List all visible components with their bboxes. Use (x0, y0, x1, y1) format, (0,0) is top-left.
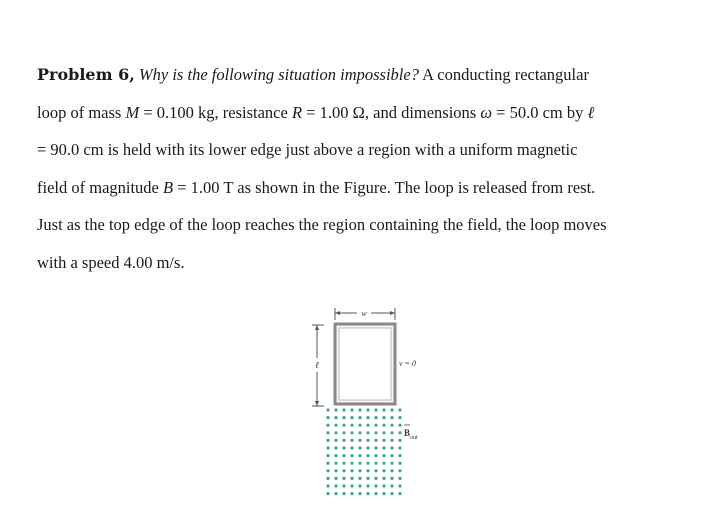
problem-line2b: = 0.100 kg, resistance (139, 102, 292, 122)
width-dimension (335, 308, 395, 320)
field-dot (366, 416, 369, 419)
field-dot (326, 462, 329, 465)
field-label-main: B (404, 428, 411, 438)
field-dot (398, 469, 401, 472)
field-dot (366, 431, 369, 434)
problem-line2a: loop of mass (37, 102, 126, 122)
field-dot (326, 439, 329, 442)
field-dot (334, 492, 337, 495)
field-label (404, 428, 418, 441)
field-dot (374, 462, 377, 465)
field-dot (390, 484, 393, 487)
field-dot (334, 439, 337, 442)
problem-line6: with a speed 4.00 m/s. (37, 252, 185, 272)
field-dot (334, 416, 337, 419)
field-dot (358, 469, 361, 472)
field-dot (326, 454, 329, 457)
field-dot (342, 424, 345, 427)
field-dot (342, 439, 345, 442)
field-dot (334, 431, 337, 434)
field-dot (326, 408, 329, 411)
field-dot (390, 424, 393, 427)
field-variable: B (163, 177, 174, 197)
field-dot (350, 454, 353, 457)
field-dot (366, 446, 369, 449)
field-dot (358, 454, 361, 457)
field-dot (398, 462, 401, 465)
field-dot (382, 492, 385, 495)
field-dot (334, 484, 337, 487)
field-dot (382, 462, 385, 465)
field-dot (390, 477, 393, 480)
magnetic-field-region (326, 408, 401, 495)
field-dot (350, 446, 353, 449)
problem-line2c: = 1.00 Ω, and dimensions (302, 102, 481, 122)
field-dot (358, 477, 361, 480)
field-dot (374, 469, 377, 472)
field-dot (374, 416, 377, 419)
field-dot (398, 439, 401, 442)
field-dot (382, 477, 385, 480)
field-dot (326, 431, 329, 434)
width-label: w (361, 309, 367, 318)
field-dot (374, 492, 377, 495)
field-dot (334, 454, 337, 457)
resistance-variable: R (291, 102, 303, 122)
field-dot (398, 446, 401, 449)
field-dot (334, 446, 337, 449)
field-dot (366, 462, 369, 465)
field-dot (342, 431, 345, 434)
field-dot (358, 446, 361, 449)
field-dot (382, 484, 385, 487)
field-dot (358, 492, 361, 495)
problem-line1-end: A conducting rectangular (422, 65, 589, 84)
field-dot (326, 484, 329, 487)
field-dot (398, 484, 401, 487)
field-label-sub: out (410, 435, 418, 441)
field-dot (358, 439, 361, 442)
field-dot (334, 462, 337, 465)
field-dot (350, 477, 353, 480)
field-dot (382, 416, 385, 419)
problem-line4a: field of magnitude (37, 177, 164, 197)
problem-line2d: = 50.0 cm by (492, 102, 588, 122)
field-dot (342, 492, 345, 495)
conducting-loop (335, 324, 395, 404)
field-dot (382, 439, 385, 442)
field-dot (366, 477, 369, 480)
field-dot (342, 477, 345, 480)
field-dot (382, 454, 385, 457)
field-dot (382, 446, 385, 449)
field-dot (342, 484, 345, 487)
field-dot (374, 454, 377, 457)
field-dot (342, 469, 345, 472)
length-variable: ℓ (587, 102, 595, 122)
field-dot (326, 477, 329, 480)
length-label: ℓ (315, 360, 319, 370)
field-dot (374, 424, 377, 427)
field-dot (326, 492, 329, 495)
field-dot (342, 408, 345, 411)
field-dot (350, 424, 353, 427)
field-dot (358, 484, 361, 487)
field-dot (366, 469, 369, 472)
field-dot (326, 469, 329, 472)
field-dot (358, 424, 361, 427)
field-dot (398, 492, 401, 495)
length-dimension (312, 325, 324, 406)
field-dot (390, 446, 393, 449)
field-dot (358, 408, 361, 411)
field-dot (350, 439, 353, 442)
field-dot (374, 446, 377, 449)
field-dot (374, 477, 377, 480)
field-dot (334, 424, 337, 427)
field-dot (382, 424, 385, 427)
field-dot (374, 484, 377, 487)
problem-line4b: = 1.00 T as shown in the Figure. The loop is released from rest. (173, 177, 596, 197)
field-dot (390, 408, 393, 411)
field-dot (350, 416, 353, 419)
field-dot (374, 439, 377, 442)
field-dot (382, 431, 385, 434)
field-dot (398, 416, 401, 419)
loop-figure (300, 300, 440, 500)
field-dot (366, 408, 369, 411)
field-dot (366, 484, 369, 487)
width-variable: ω (480, 102, 493, 122)
field-dot (366, 424, 369, 427)
field-dot (366, 454, 369, 457)
field-dot (374, 431, 377, 434)
field-dot (358, 431, 361, 434)
problem-lead-question: Why is the following situation impossible? (138, 65, 419, 84)
field-dot (398, 477, 401, 480)
field-dot (350, 484, 353, 487)
field-dot (382, 408, 385, 411)
problem-line3: = 90.0 cm is held with its lower edge just above a region with a uniform magnetic (37, 140, 578, 159)
field-dot (358, 416, 361, 419)
field-dot (390, 431, 393, 434)
field-dot (398, 424, 401, 427)
field-dot (350, 462, 353, 465)
field-dot (342, 416, 345, 419)
field-dot (390, 492, 393, 495)
problem-text (37, 56, 709, 281)
velocity-label: v = 0 (399, 359, 416, 368)
problem-line5: Just as the top edge of the loop reaches the region containing the field, the loop moves (37, 215, 607, 234)
field-dot (390, 454, 393, 457)
field-dot (350, 492, 353, 495)
field-dot (398, 454, 401, 457)
field-dot (326, 424, 329, 427)
field-dot (334, 408, 337, 411)
field-dot (334, 477, 337, 480)
mass-variable: M (125, 102, 140, 122)
field-dot (366, 439, 369, 442)
field-dot (390, 439, 393, 442)
problem-label: Problem 6, (37, 65, 135, 84)
field-dot (398, 431, 401, 434)
field-dot (398, 408, 401, 411)
field-dot (342, 462, 345, 465)
field-dot (326, 446, 329, 449)
field-dot (390, 462, 393, 465)
field-dot (350, 431, 353, 434)
field-dot (350, 408, 353, 411)
field-dot (350, 469, 353, 472)
field-dot (342, 446, 345, 449)
field-dot (366, 492, 369, 495)
field-dot (342, 454, 345, 457)
field-dot (390, 416, 393, 419)
field-dot (390, 469, 393, 472)
field-dot (382, 469, 385, 472)
field-dot (326, 416, 329, 419)
field-dot (334, 469, 337, 472)
field-dot (374, 408, 377, 411)
field-dot (358, 462, 361, 465)
